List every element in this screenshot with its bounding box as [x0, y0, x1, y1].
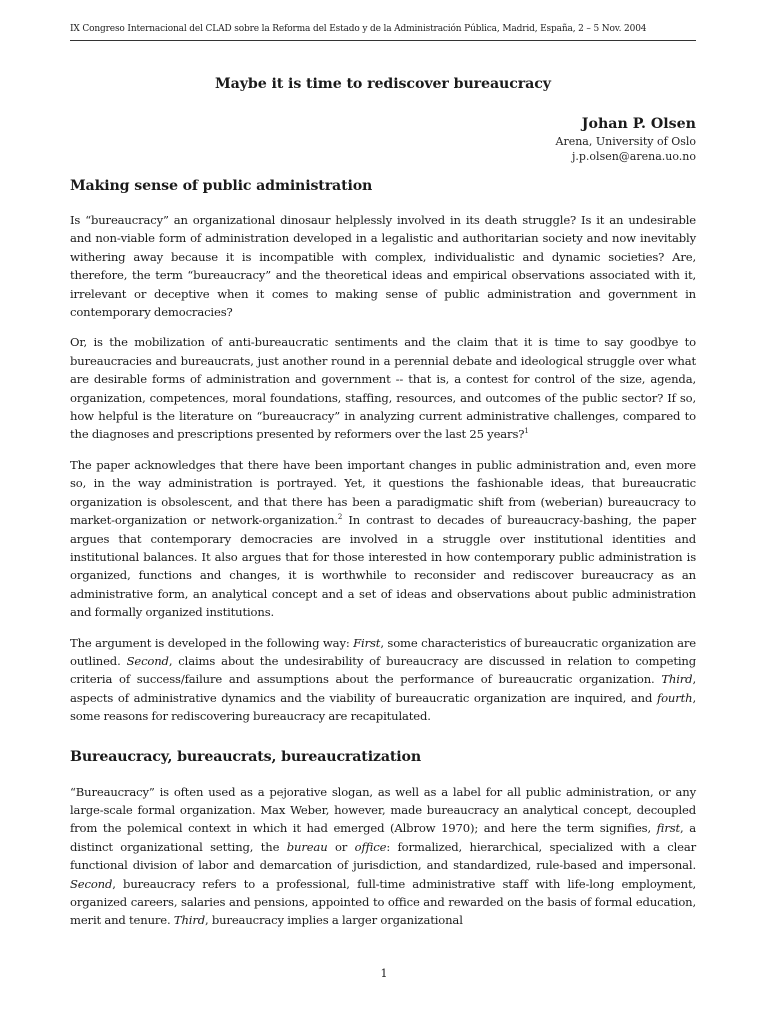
paragraph [70, 456, 696, 622]
text-run: , aspects of administrative dynamics and the viability of bureaucratic organization are inquired, and [70, 672, 696, 705]
author-name: Johan P. Olsen [581, 116, 696, 132]
text-run: , bureaucracy refers to a professional, full-time administrative staff with life-long employment, organized careers, salaries and pensions, appointed to office and rewarded on the basis of formal education, merit and tenure. [70, 876, 696, 928]
running-header: IX Congreso Internacional del CLAD sobre la Reforma del Estado y de la Administración Pública, Madrid, España, 2 – 5 Nov. 2004 [70, 24, 647, 34]
document-page [70, 22, 696, 1012]
emphasis: first [656, 821, 681, 836]
section-heading: Making sense of public administration [70, 178, 373, 194]
author-affiliation: Arena, University of Oslo [555, 135, 696, 148]
emphasis: bureau [286, 839, 328, 854]
paper-title: Maybe it is time to rediscover bureaucracy [215, 76, 551, 92]
text-run: or [327, 839, 355, 854]
emphasis: office [354, 839, 387, 854]
section-heading: Bureaucracy, bureaucrats, bureaucratization [70, 748, 422, 765]
text-run: : formalized, hierarchical, specialized with a clear functional division of labor and demarcation of jurisdiction, and standardized, rule-based and impersonal. [70, 839, 696, 873]
emphasis: First [353, 635, 381, 650]
text-run: “Bureaucracy” is often used as a pejorative slogan, as well as a label for all public administration, or any large-scale formal organization. Max Weber, however, made bureaucracy an analytical concept, decoupled from the polemical context in which it had emerged (Albrow 1970); and here the term signifies, [70, 784, 696, 836]
emphasis: Third [661, 672, 693, 687]
text-run: , some reasons for rediscovering bureaucracy are recapitulated. [70, 690, 696, 724]
paragraph: Is “bureaucracy” an organizational dinosaur helplessly involved in its death struggle? Is it an undesirable and non-viable form of administration developed in a legalistic and authoritarian society and now inevitably withering away because it is incompatible with complex, individualistic and dynamic societies? Are, therefore, the term “bureaucracy” and the theoretical ideas and empirical observations associated with it, irrelevant or deceptive when it comes to making sense of public administration and government in contemporary democracies? [70, 213, 696, 320]
page-number: 1 [380, 967, 388, 980]
paragraph-text: The paper acknowledges that there have been important changes in public administration and, even more so, in the way administration is portrayed. Yet, it questions the fashionable ideas, that bureaucratic organization is obsolescent, and that there has been a paradigmatic shift from (weberian) bureaucracy to market-organization or network-organization. [70, 457, 696, 528]
footnote-marker[interactable]: 1 [524, 427, 529, 436]
paragraph [70, 634, 696, 726]
text-run: The argument is developed in the following way: [70, 635, 354, 650]
text-run: , some characteristics of bureaucratic organization are outlined. [70, 635, 696, 668]
emphasis: fourth [656, 690, 693, 705]
author-block [70, 115, 696, 164]
text-run: , bureaucracy implies a larger organizational [205, 913, 463, 928]
paragraph-text: In contrast to decades of bureaucracy-bashing, the paper argues that contemporary democracies are involved in a struggle over institutional identities and institutional balances. It also argues that for those interested in how contemporary public administration is organized, functions and changes, it is worthwhile to reconsider and rediscover bureaucracy as an administrative form, an analytical concept and a set of ideas and observations about public administration and formally organized institutions. [70, 513, 696, 620]
text-run: , a distinct organizational setting, the [70, 821, 696, 854]
paragraph [70, 783, 696, 930]
author-email: j.p.olsen@arena.uo.no [571, 150, 696, 163]
emphasis: Second [70, 876, 113, 891]
text-run: , claims about the undesirability of bureaucracy are discussed in relation to competing criteria of success/failure and assumptions about the performance of bureaucratic organization. [70, 653, 696, 687]
header-rule [70, 40, 696, 41]
paragraph [70, 333, 696, 443]
paragraph-text: Or, is the mobilization of anti-bureaucratic sentiments and the claim that it is time to say goodbye to bureaucracies and bureaucrats, just another round in a perennial debate and ideological struggle over what are desirable forms of administration and government -- that is, a contest for control of the size, agenda, organization, competences, moral foundations, staffing, resources, and outcomes of the public sector? If so, how helpful is the literature on “bureaucracy” in analyzing current administrative challenges, compared to the diagnoses and prescriptions presented by reformers over the last 25 years? [70, 335, 696, 442]
emphasis: Second [126, 653, 169, 668]
emphasis: Third [173, 913, 205, 928]
footnote-marker[interactable]: 2 [337, 513, 343, 522]
